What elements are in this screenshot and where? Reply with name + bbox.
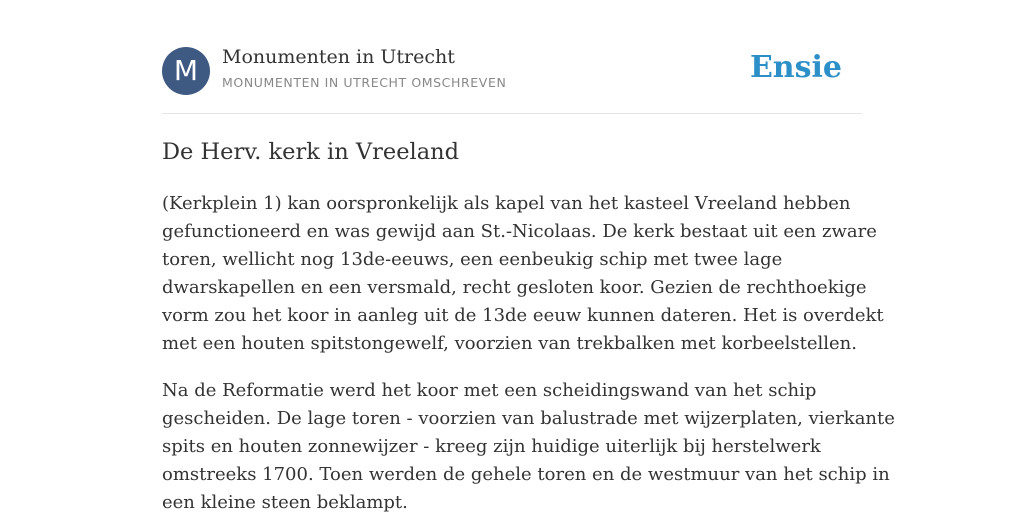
paragraph-line: gefunctioneerd en was gewijd aan St.-Nicolaas. De kerk bestaat uit een zware (162, 221, 877, 242)
paragraph-line: gescheiden. De lage toren - voorzien van balustrade met wijzerplaten, vierkante (162, 408, 895, 429)
paragraph-line: vorm zou het koor in aanleg uit de 13de eeuw kunnen dateren. Het is overdekt (162, 305, 884, 326)
source-header (162, 0, 862, 114)
source-subtitle: MONUMENTEN IN UTRECHT OMSCHREVEN (222, 75, 507, 90)
paragraph-line: dwarskapellen en een versmald, recht gesloten koor. Gezien de rechthoekige (162, 277, 867, 298)
source-title-link[interactable]: Monumenten in Utrecht (222, 46, 455, 68)
source-avatar[interactable]: M (162, 47, 210, 95)
article-paragraph-1 (162, 190, 884, 358)
article-title: De Herv. kerk in Vreeland (162, 139, 460, 165)
paragraph-line: spits en houten zonnewijzer - kreeg zijn huidige uiterlijk bij herstelwerk (162, 436, 821, 457)
article-container (162, 0, 895, 512)
paragraph-line: (Kerkplein 1) kan oorspronkelijk als kapel van het kasteel Vreeland hebben (162, 193, 851, 214)
paragraph-line: omstreeks 1700. Toen werden de gehele toren en de westmuur van het schip in (162, 464, 890, 485)
article-body (162, 190, 895, 512)
paragraph-line: Na de Reformatie werd het koor met een scheidingswand van het schip (162, 380, 817, 401)
paragraph-line: met een houten spitstongewelf, voorzien van trekbalken met korbeelstellen. (162, 333, 857, 354)
paragraph-line: toren, wellicht nog 13de-eeuws, een eenbeukig schip met twee lage (162, 249, 783, 270)
ensie-logo[interactable]: Ensie (749, 50, 842, 85)
paragraph-line: een kleine steen beklampt. (162, 492, 408, 512)
article-paragraph-2 (162, 377, 895, 512)
